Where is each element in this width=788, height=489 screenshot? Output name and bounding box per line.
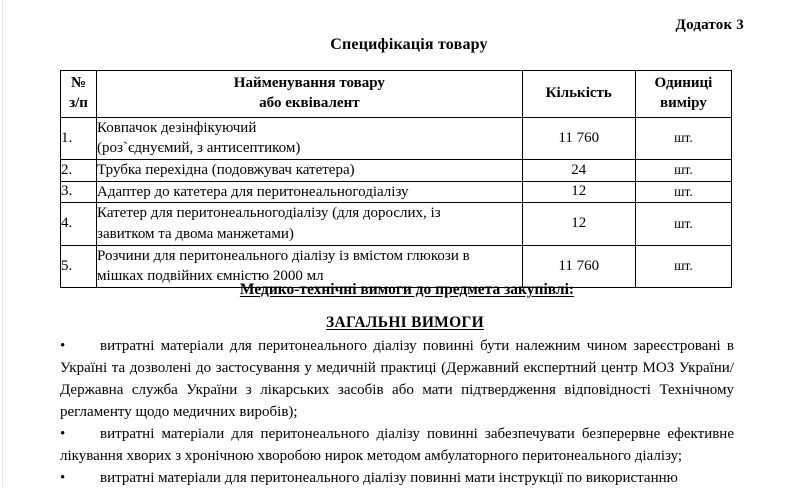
general-requirements-list bbox=[60, 335, 734, 489]
row-name-line1: Трубка перехідна (подовжувач катетера) bbox=[97, 161, 355, 178]
row-number: 3. bbox=[61, 181, 97, 203]
row-name-line1: Ковпачок дезінфікуючий bbox=[97, 119, 257, 136]
row-number: 1. bbox=[61, 117, 97, 159]
row-number: 5. bbox=[61, 245, 97, 287]
row-unit: шт. bbox=[635, 159, 731, 181]
section-heading-general-text: ЗАГАЛЬНІ ВИМОГИ bbox=[325, 314, 484, 331]
section-heading-medtech-text: Медико-технічні вимоги до предмета закупівлі: bbox=[239, 281, 575, 298]
column-header-unit-line2: виміру bbox=[660, 95, 707, 112]
requirement-item bbox=[60, 467, 734, 489]
row-name bbox=[97, 203, 523, 245]
row-name bbox=[97, 159, 523, 181]
column-header-number-line2: з/п bbox=[69, 95, 88, 112]
page-edge-rule bbox=[2, 0, 3, 487]
bullet-icon: • bbox=[60, 426, 66, 443]
row-name-line2: мішках подвійних ємністю 2000 мл bbox=[97, 268, 324, 285]
row-name bbox=[97, 117, 523, 159]
row-name-line2: (роз`єднуємий, з антисептиком) bbox=[97, 140, 301, 157]
requirement-item bbox=[60, 423, 734, 467]
table-header-row bbox=[61, 71, 732, 118]
column-header-name-line1: Найменування товару bbox=[233, 75, 385, 91]
requirement-item-text: витратні матеріали для перитонеального діалізу повинні забезпечувати безперервне ефективне лікування хворих з хронічною хворобою нирок методом амбулаторного перитонеального діалізу; bbox=[60, 426, 734, 465]
row-unit: шт. bbox=[635, 203, 731, 245]
column-header-unit-line1: Одиниці bbox=[654, 75, 713, 91]
column-header-name bbox=[97, 71, 523, 118]
section-heading-general bbox=[0, 314, 788, 332]
row-number: 4. bbox=[61, 203, 97, 245]
row-quantity: 24 bbox=[522, 159, 635, 181]
row-quantity: 11 760 bbox=[522, 117, 635, 159]
row-quantity: 11 760 bbox=[522, 245, 635, 287]
appendix-label: Додаток 3 bbox=[675, 17, 744, 33]
row-name-line1: Розчини для перитонеального діалізу із вмістом глюкози в bbox=[97, 247, 470, 264]
row-quantity: 12 bbox=[522, 203, 635, 245]
row-name bbox=[97, 181, 523, 203]
column-header-number-line1: № bbox=[70, 75, 87, 91]
row-name-line1: Катетер для перитонеальногодіалізу (для дорослих, із bbox=[97, 205, 441, 222]
column-header-name-line2: або еквівалент bbox=[259, 95, 360, 112]
section-heading-medtech bbox=[0, 281, 788, 299]
requirement-item-text: витратні матеріали для перитонеального діалізу повинні мати інструкції по використанню bbox=[100, 470, 678, 487]
row-number: 2. bbox=[61, 159, 97, 181]
row-name-line2: завитком та двома манжетами) bbox=[97, 225, 294, 242]
table-row bbox=[61, 117, 732, 159]
row-quantity: 12 bbox=[522, 181, 635, 203]
specification-table bbox=[60, 70, 732, 288]
requirement-item-text: витратні матеріали для перитонеального діалізу повинні бути належним чином зареєстровані в Україні та дозволені до застосування у медичній практиці (Державний експертний центр МОЗ України/Державна служба України з лікарських засобів або мати підтвердження відповідності Технічному регламенту щодо медичних виробів); bbox=[60, 338, 734, 421]
bullet-icon: • bbox=[60, 470, 66, 487]
row-unit: шт. bbox=[635, 181, 731, 203]
row-unit: шт. bbox=[635, 117, 731, 159]
page-title bbox=[0, 36, 788, 54]
column-header-number bbox=[61, 71, 97, 118]
table-row bbox=[61, 203, 732, 245]
row-name-line1: Адаптер до катетера для перитонеальногодіалізу bbox=[97, 183, 409, 200]
table-row bbox=[61, 159, 732, 181]
bullet-icon: • bbox=[60, 338, 66, 354]
column-header-unit bbox=[635, 71, 731, 118]
requirement-item bbox=[60, 335, 734, 423]
row-unit: шт. bbox=[635, 245, 731, 287]
page-title-text: Специфікація товару bbox=[330, 36, 488, 53]
table-row bbox=[61, 181, 732, 203]
column-header-quantity: Кількість bbox=[522, 71, 635, 118]
